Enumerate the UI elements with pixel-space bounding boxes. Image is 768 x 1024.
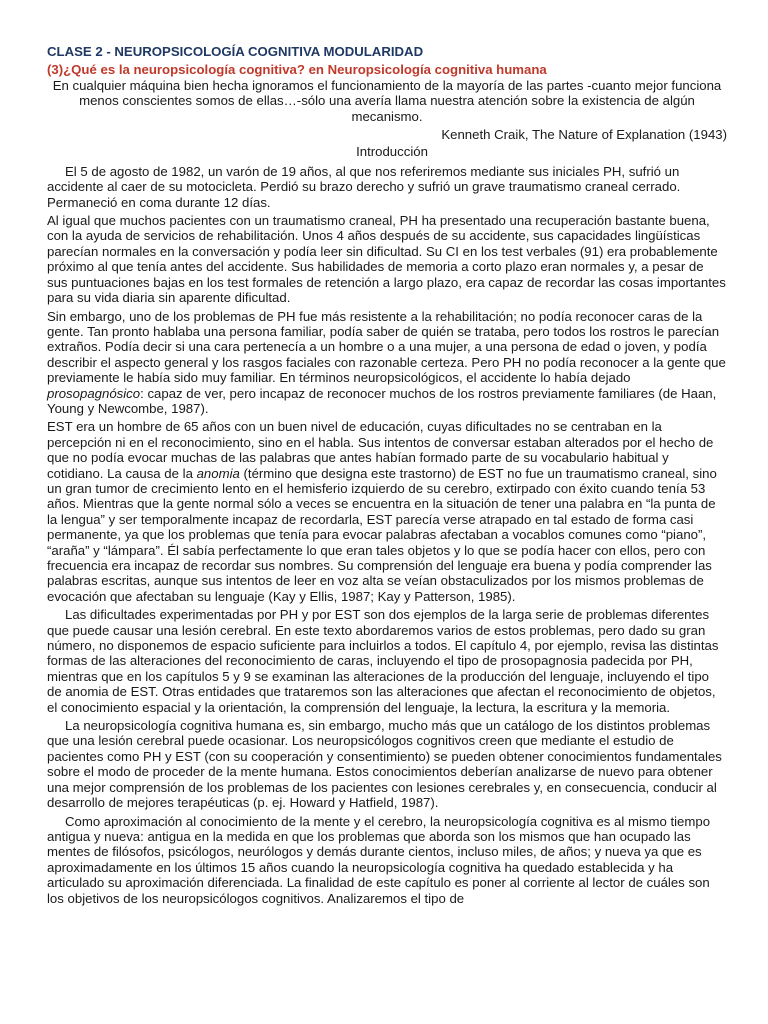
paragraph-5: Las dificultades experimentadas por PH y por EST son dos ejemplos de la larga serie de problemas diferentes que puede causar una lesión cerebral. En este texto abordaremos varios de estos problemas, pero dado su gran número, no disponemos de espacio suficiente para incluirlos a todos. El capítulo 4, por ejemplo, revisa las distintas formas de las alteraciones del reconocimiento de caras, incluyendo el tipo de prosopagnosia padecida por PH, mientras que en los capítulos 5 y 9 se examinan las alteraciones de la producción del lenguaje, incluyendo el tipo de anomia de EST. Otras entidades que trataremos son las alteraciones que afectan el reconocimiento de objetos, el conocimiento espacial y la orientación, la comprensión del lenguaje, la lectura, la escritura y la memoria. — [47, 607, 719, 715]
paragraph-4-term: anomia — [196, 465, 240, 481]
paragraph-3-text-a: Sin embargo, uno de los problemas de PH fue más resistente a la rehabilitación; no podía reconocer caras de la gente. Tan pronto hablaba una persona familiar, podía saber de quién se trataba, pero todos los rostros le parecían extraños. Podía decir si una cara pertenecía a un hombre o a una mujer, a una persona de edad o joven, y podía describir el aspecto general y los rasgos faciales con razonable certeza. Pero PH no podía reconocer a la gente que previamente le había sido muy familiar. En términos neuropsicológicos, el accidente lo había dejado — [47, 308, 726, 386]
document-page — [47, 44, 727, 909]
section-heading-introduccion: Introducción — [356, 144, 428, 160]
paragraph-7: Como aproximación al conocimiento de la mente y el cerebro, la neuropsicología cognitiva es al mismo tiempo antigua y nueva: antigua en la medida en que los problemas que aborda son los mismos que han ocupado las mentes de filósofos, psicólogos, neurólogos y demás durante cientos, incluso miles, de años; y nueva ya que es aproximadamente en los últimos 15 años cuando la neuropsicología cognitiva ha quedado establecida y ha articulado su aproximación diferenciada. La finalidad de este capítulo es poner al corriente al lector de cuáles son los objetivos de los neuropsicólogos cognitivos. Analizaremos el tipo de — [47, 813, 711, 906]
paragraph-3-term: prosopagnósico — [47, 385, 141, 401]
epigraph-quote: En cualquier máquina bien hecha ignoramos el funcionamiento de la mayoría de las partes -cuanto mejor funciona menos conscientes somos de ellas…-sólo una avería llama nuestra atención sobre la existencia de algún mecanismo. — [52, 77, 722, 124]
document-subtitle: (3)¿Qué es la neuropsicología cognitiva? en Neuropsicología cognitiva humana — [47, 62, 547, 78]
paragraph-6: La neuropsicología cognitiva humana es, sin embargo, mucho más que un catálogo de los distintos problemas que una lesión cerebral puede ocasionar. Los neuropsicólogos cognitivos creen que mediante el estudio de pacientes como PH y EST (con su cooperación y consentimiento) se pueden obtener conocimientos fundamentales sobre el modo de proceder de la mente humana. Estos conocimientos deberían analizarse de nuevo para obtener una mejor comprensión de los problemas de los pacientes con lesiones cerebrales y, en consecuencia, conducir al desarrollo de mejores terapéuticas (p. ej. Howard y Hatfield, 1987). — [47, 718, 722, 811]
paragraph-3-text-b: : capaz de ver, pero incapaz de reconocer muchos de los rostros previamente familiares (de Haan, Young y Newcombe, 1987). — [47, 385, 717, 416]
paragraph-2: Al igual que muchos pacientes con un traumatismo craneal, PH ha presentado una recuperación bastante buena, con la ayuda de servicios de rehabilitación. Unos 4 años después de su accidente, sus capacidades lingüísticas parecían normales en la conversación y podía leer sin dificultad. Su CI en los test verbales (91) era probablemente próximo al que tenía antes del accidente. Sus habilidades de memoria a corto plazo eran normales y, a pesar de sus puntuaciones bajas en los test formales de retención a largo plazo, era capaz de recordar las cosas importantes para su vida diaria sin aparente dificultad. — [47, 213, 726, 306]
paragraph-4-text-b: (término que designa este trastorno) de EST no fue un traumatismo craneal, sino un gran tumor de crecimiento lento en el hemisferio izquierdo de su cerebro, extirpado con éxito cuando tenía 53 años. Mientras que la gente normal sólo a veces se encuentra en la situación de tener una palabra en “la punta de la lengua” y ser temporalmente incapaz de recordarla, EST parecía verse atrapado en tal estado de forma casi permanente, ya que los problemas que tenía para evocar palabras afectaban a vocablos comunes como “piano”, “araña” y “lámpara”. Él sabía perfectamente lo que eran tales objetos y lo que se podía hacer con ellos, pero con frecuencia era incapaz de recordar sus nombres. Su comprensión del lenguaje era buena y podía comprender las palabras escritas, aunque sus intentos de leer en voz alta se veían obstaculizados por los mismos problemas de evocación que afectaban su lenguaje (Kay y Ellis, 1987; Kay y Patterson, 1985). — [47, 465, 717, 604]
paragraph-1: El 5 de agosto de 1982, un varón de 19 años, al que nos referiremos mediante sus iniciales PH, sufrió un accidente al caer de su motocicleta. Perdió su brazo derecho y sufrió un grave traumatismo craneal cerrado. Permaneció en coma durante 12 días. — [47, 163, 681, 210]
paragraph-4-text-a: EST era un hombre de 65 años con un buen nivel de educación, cuyas dificultades no se centraban en la percepción ni en el reconocimiento, sino en el habla. Sus intentos de conversar estaban alterados por el hecho de que no podía evocar muchas de las palabras que antes habían formado parte de su vocabulario habitual y cotidiano. La causa de la — [47, 419, 714, 481]
paragraph-4 — [47, 419, 727, 604]
document-title: CLASE 2 - NEUROPSICOLOGÍA COGNITIVA MODULARIDAD — [47, 44, 424, 59]
paragraph-3 — [47, 309, 727, 417]
epigraph-attribution: Kenneth Craik, The Nature of Explanation (1943) — [441, 127, 727, 143]
